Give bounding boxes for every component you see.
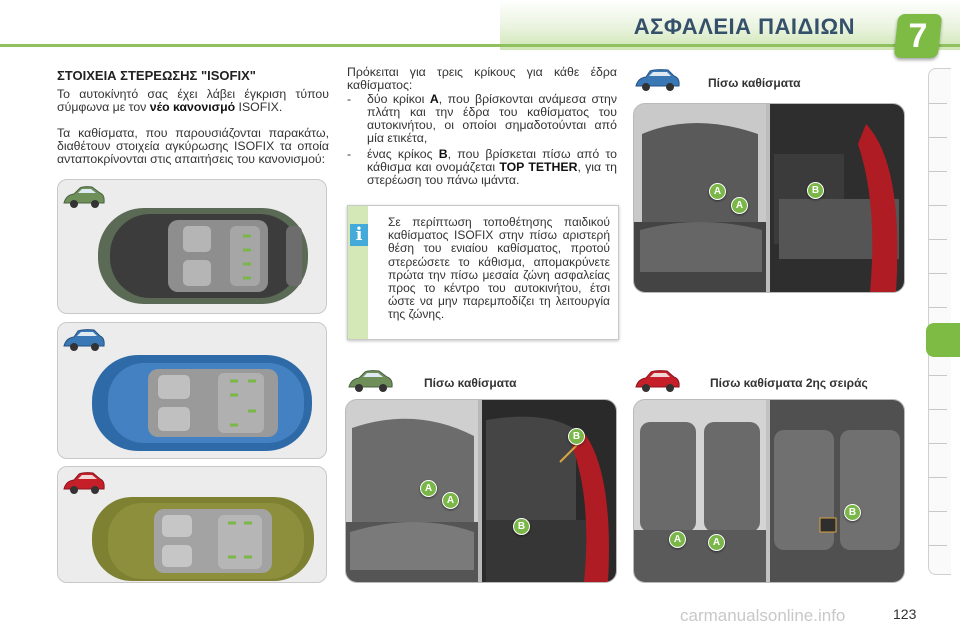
thumb-tab-active[interactable] [926,323,960,357]
thumb-tab[interactable] [929,205,947,206]
anchor-marker-b: B [568,428,585,445]
bullet-b-post: , για τη στερέωση του πάνω ιμάντα. [367,160,618,187]
thumb-tab[interactable] [929,103,947,104]
thumb-tab[interactable] [929,307,947,308]
intro-text-end: ISOFIX. [235,100,283,114]
anchor-marker-a: A [731,197,748,214]
intro-paragraph [57,88,329,114]
anchor-marker-b: B [807,182,824,199]
photo-rear-seats-hatch [345,399,617,583]
thumb-tab[interactable] [929,409,947,410]
thumb-tab[interactable] [929,545,947,546]
bullet-a-post: , που βρίσκονται ανάμεσα στην πλάτη και την έδρα του καθίσματος του αυτοκινήτου, οι οποίοι σημαδοτούνται από μία ετικέτα, [367,92,617,145]
bullet-b-marker: B [438,147,448,161]
anchor-marker-a: A [420,480,437,497]
anchor-marker-b: B [844,504,861,521]
red-car-icon [62,471,106,497]
car-top-view [92,497,314,581]
bullet-b-text [367,148,617,187]
thumb-tab[interactable] [929,443,947,444]
bullet-dash: - [347,147,352,161]
thumb-tab[interactable] [929,477,947,478]
photo-rear-seats [633,103,905,293]
anchor-marker-a: A [669,531,686,548]
watermark: carmanualsonline.info [680,606,846,625]
anchor-marker-a: A [708,534,725,551]
page-number: 123 [893,606,917,622]
thumb-tab[interactable] [929,239,947,240]
green-car-icon [62,185,106,211]
info-text: Σε περίπτωση τοποθέτησης παιδικού καθίσματος ISOFIX στην πίσω αριστερή θέση του ενιαίου καθίσματος, προτού στερεώσετε το κάθισμα, απομακρύνετε πρώτα την πίσω μεσαία ζώνη ασφαλείας προς το κέντρο του αυτοκινήτου, έτσι ώστε να μην παρεμποδίζει τη λειτουργία της ζώνης. [388,215,610,322]
caption-rear-seats: Πίσω καθίσματα [708,76,801,90]
bullet-a-marker: A [429,92,439,106]
info-note [347,205,619,340]
seat-photo-illustration [634,104,904,292]
anchor-marker-a: A [709,183,726,200]
car-top-view [92,355,312,451]
photo-rear-seats-2nd-row [633,399,905,583]
blue-car-icon [634,68,682,94]
caption-rear-seats-hatch: Πίσω καθίσματα [424,376,517,390]
info-icon: i [350,224,368,246]
bullet-b-mid: , που βρίσκεται πίσω από το κάθισμα και ονομάζεται [367,147,617,174]
bullet-a-text [367,93,617,145]
seats-paragraph: Τα καθίσματα, που παρουσιάζονται παρακάτω, διαθέτουν στοιχεία αγκύρωσης ISOFIX τα οποία ανταποκρίνονται στις απαιτήσεις του κανονισμού: [57,126,329,166]
bullet-a [347,93,617,148]
red-car-icon [634,369,682,395]
anchor-marker-b: B [513,518,530,535]
thumb-tab[interactable] [929,171,947,172]
thumb-tab[interactable] [929,511,947,512]
seat-photo-illustration [634,400,904,582]
car-top-view [98,208,308,304]
caption-rear-seats-2nd-row: Πίσω καθίσματα 2ης σειράς [710,376,868,390]
anchor-marker-a: A [442,492,459,509]
top-tether-label: TOP TETHER [499,160,578,174]
bullet-dash: - [347,92,352,106]
chapter-thumb-index [928,68,951,575]
thumb-tab[interactable] [929,273,947,274]
section-title: ΣΤΟΙΧΕΙΑ ΣΤΕΡΕΩΣΗΣ "ISOFIX" [57,68,256,83]
chapter-number: 7 [908,17,928,55]
bullet-b-pre: ένας κρίκος [367,147,439,161]
bullet-a-pre: δύο κρίκοι [367,92,430,106]
thumb-tab[interactable] [929,375,947,376]
blue-car-icon [62,328,106,354]
page-title: ΑΣΦΑΛΕΙΑ ΠΑΙΔΙΩΝ [633,14,855,39]
bullet-b [347,148,617,203]
rings-intro: Πρόκειται για τρεις κρίκους για κάθε έδρα καθίσματος: [347,65,617,92]
intro-bold: νέο κανονισμό [149,100,236,114]
thumb-tab[interactable] [929,137,947,138]
chapter-badge[interactable] [894,14,943,58]
green-car-icon [347,369,395,395]
intro-text: Το αυτοκίνητό σας έχει λάβει έγκριση τύπου σύμφωνα με τον [57,87,329,114]
header-rule [0,44,960,47]
